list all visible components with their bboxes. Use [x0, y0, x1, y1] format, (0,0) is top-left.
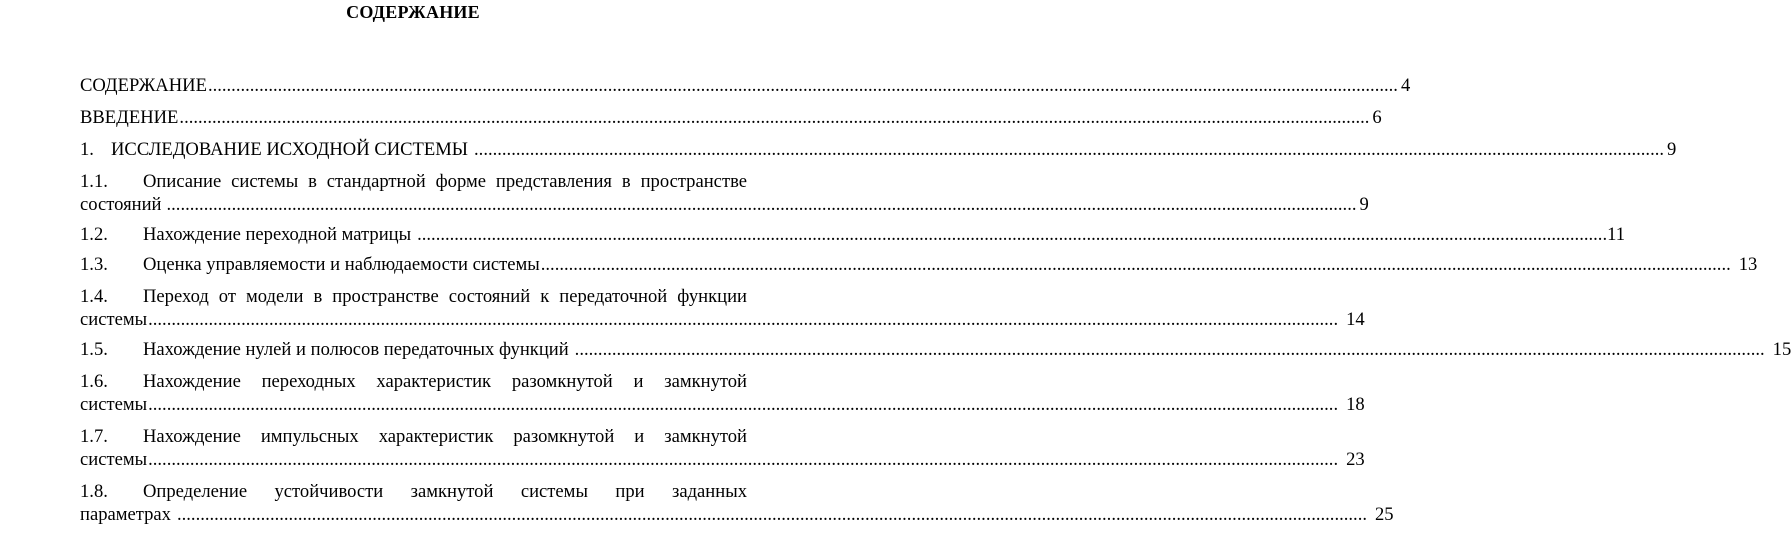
- toc-entry-chapter-1[interactable]: [80, 138, 1677, 161]
- toc-entry-1-3[interactable]: [80, 253, 1758, 276]
- toc-entry-text: ИССЛЕДОВАНИЕ ИСХОДНОЙ СИСТЕМЫ: [111, 139, 469, 160]
- leader-dots: [148, 308, 1338, 331]
- toc-entry-text-continued: параметрах: [80, 504, 171, 525]
- table-of-contents: [80, 74, 1791, 526]
- toc-entry-text-continued: системы: [80, 309, 148, 330]
- toc-entry-introduction[interactable]: [80, 106, 1382, 129]
- leader-dots: [541, 253, 1731, 276]
- toc-entry-1-8[interactable]: [80, 480, 1394, 526]
- toc-entry-text: Нахождение переходной матрицы: [143, 224, 412, 245]
- toc-entry-text: Определение устойчивости замкнутой системы при заданных: [143, 481, 747, 502]
- toc-entry-1-5[interactable]: [80, 338, 1791, 361]
- toc-entry-number: 1.4.: [80, 286, 108, 307]
- toc-entry-1-1[interactable]: [80, 170, 1369, 216]
- toc-entry-text-continued: системы: [80, 394, 148, 415]
- leader-dots: [575, 338, 1765, 361]
- leader-dots: [179, 106, 1369, 129]
- toc-page-number: 23: [1346, 449, 1365, 470]
- toc-page-number: 25: [1374, 504, 1394, 525]
- toc-page-number: 18: [1346, 394, 1365, 415]
- leader-dots: [208, 74, 1398, 97]
- toc-entry-text: Оценка управляемости и наблюдаемости системы: [143, 254, 540, 275]
- toc-page-number: 13: [1738, 254, 1758, 275]
- toc-entry-1-7[interactable]: [80, 425, 1365, 471]
- toc-page-number: 14: [1346, 309, 1365, 330]
- toc-entry-1-6[interactable]: [80, 370, 1365, 416]
- leader-dots: [474, 138, 1664, 161]
- toc-entry-text: Переход от модели в пространстве состояний к передаточной функции: [143, 286, 747, 307]
- toc-entry-number: 1.1.: [80, 171, 108, 192]
- page-title: СОДЕРЖАНИЕ: [346, 2, 480, 22]
- toc-entry-text-continued: состояний: [80, 194, 162, 215]
- toc-page-number: 9: [1359, 194, 1369, 215]
- toc-entry-1-4[interactable]: [80, 285, 1365, 331]
- leader-dots: [148, 448, 1338, 471]
- toc-page-number: 6: [1372, 107, 1382, 128]
- toc-entry-text: Нахождение переходных характеристик разомкнутой и замкнутой: [143, 371, 747, 392]
- toc-entry-number: 1.8.: [80, 481, 108, 502]
- leader-dots: [177, 503, 1367, 526]
- toc-entry-number: 1.7.: [80, 426, 108, 447]
- toc-entry-text: Нахождение импульсных характеристик разомкнутой и замкнутой: [143, 426, 747, 447]
- toc-entry-text: СОДЕРЖАНИЕ: [80, 75, 207, 96]
- toc-entry-number: 1.: [80, 139, 94, 160]
- leader-dots: [417, 223, 1607, 246]
- leader-dots: [148, 393, 1338, 416]
- toc-entry-contents[interactable]: [80, 74, 1411, 97]
- toc-page-number: 15: [1772, 339, 1791, 360]
- toc-entry-text: Описание системы в стандартной форме представления в пространстве: [143, 171, 747, 192]
- toc-page-number: 11: [1607, 224, 1625, 245]
- toc-entry-text: Нахождение нулей и полюсов передаточных функций: [143, 339, 569, 360]
- toc-entry-1-2[interactable]: [80, 223, 1625, 246]
- toc-entry-number: 1.6.: [80, 371, 108, 392]
- toc-page-number: 9: [1667, 139, 1677, 160]
- toc-entry-text-continued: системы: [80, 449, 148, 470]
- toc-entry-number: 1.2.: [80, 224, 108, 245]
- toc-entry-number: 1.3.: [80, 254, 108, 275]
- toc-entry-text: ВВЕДЕНИЕ: [80, 107, 179, 128]
- toc-entry-number: 1.5.: [80, 339, 108, 360]
- toc-page-number: 4: [1400, 75, 1411, 96]
- leader-dots: [167, 193, 1357, 216]
